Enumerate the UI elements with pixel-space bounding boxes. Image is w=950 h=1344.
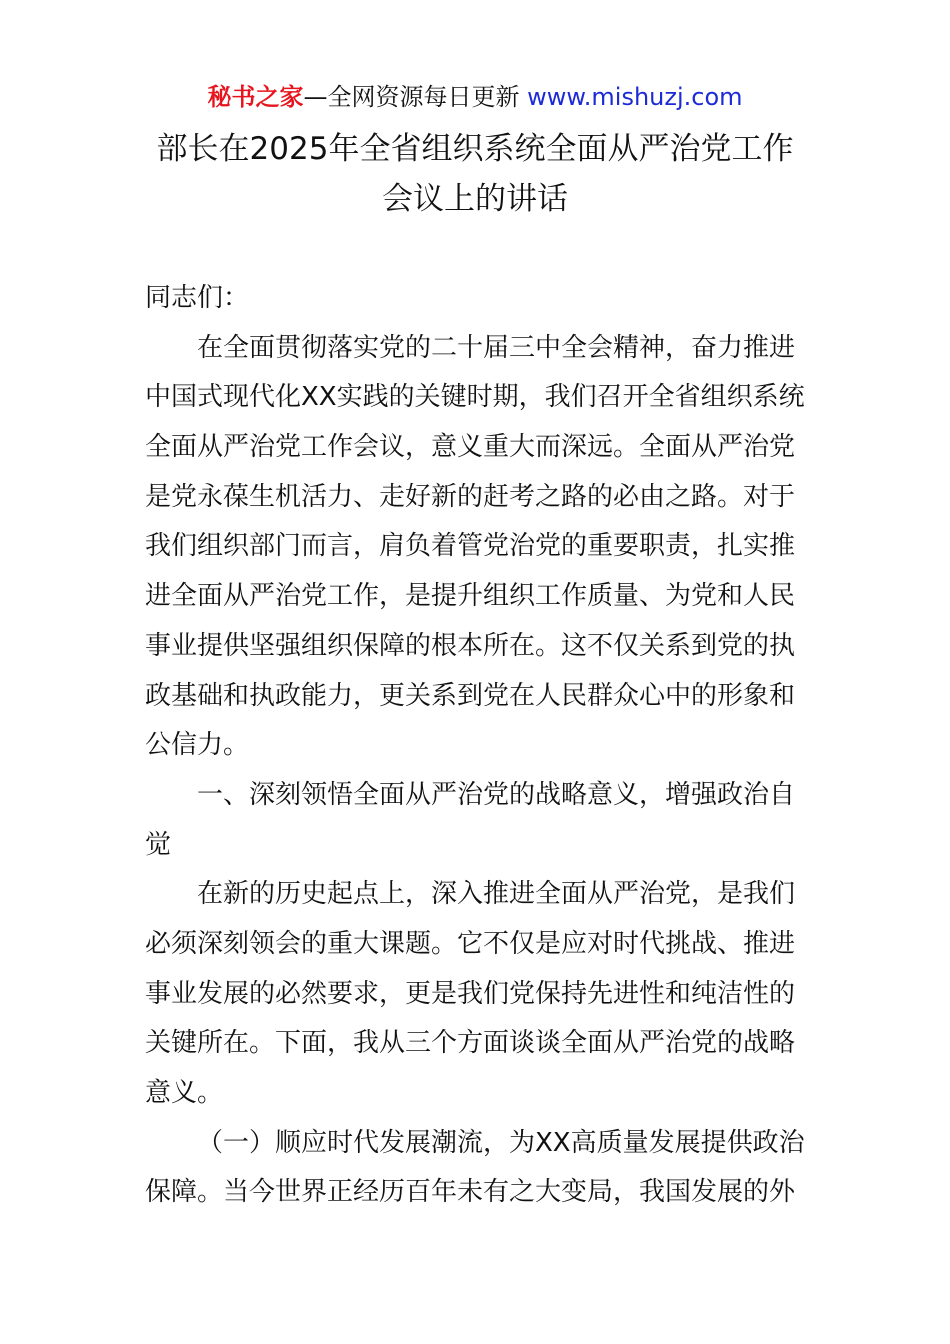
paragraph-1 [145, 324, 810, 771]
paragraph-line: 政基础和执政能力，更关系到党在人民群众心中的形象和 [145, 680, 796, 711]
paragraph-line: 事业提供坚强组织保障的根本所在。这不仅关系到党的执 [145, 630, 796, 661]
salutation: 同志们： [145, 283, 250, 313]
paragraph-line: 事业发展的必然要求，更是我们党保持先进性和纯洁性的 [145, 978, 796, 1009]
paragraph-2 [145, 870, 810, 1118]
brand-name: 秘书之家 [207, 83, 304, 111]
paragraph-line: 公信力。 [145, 730, 250, 761]
paragraph-line: 意义。 [145, 1078, 224, 1108]
paragraph-line: 中国式现代化XX实践的关键时期，我们召开全省组织系统 [145, 382, 805, 413]
document-body [145, 274, 810, 1218]
paragraph-line: 我们组织部门而言，肩负着管党治党的重要职责，扎实推 [145, 531, 796, 562]
section-1-heading [145, 771, 810, 870]
title-line-2: 会议上的讲话 [382, 181, 568, 217]
header-tagline: —全网资源每日更新 [303, 83, 528, 111]
paragraph-line: （一）顺应时代发展潮流，为XX高质量发展提供政治 [197, 1127, 805, 1158]
paragraph-line: 在全面贯彻落实党的二十届三中全会精神，奋力推进 [197, 332, 796, 363]
heading-line: 觉 [145, 829, 172, 860]
document-title [120, 124, 830, 224]
paragraph-3 [145, 1119, 810, 1218]
paragraph-line: 是党永葆生机活力、走好新的赶考之路的必由之路。对于 [145, 481, 796, 512]
paragraph-line: 进全面从严治党工作，是提升组织工作质量、为党和人民 [145, 581, 796, 612]
paragraph-line: 在新的历史起点上，深入推进全面从严治党，是我们 [197, 879, 796, 910]
site-header [0, 82, 950, 112]
title-line-1: 部长在2025年全省组织系统全面从严治党工作 [156, 131, 794, 167]
paragraph-line: 关键所在。下面，我从三个方面谈谈全面从严治党的战略 [145, 1028, 796, 1059]
paragraph-line: 全面从严治党工作会议，意义重大而深远。全面从严治党 [145, 432, 796, 463]
paragraph-line: 保障。当今世界正经历百年未有之大变局，我国发展的外 [145, 1177, 796, 1208]
site-url-link[interactable]: www.mishuzj.com [527, 83, 743, 111]
heading-line: 一、深刻领悟全面从严治党的战略意义，增强政治自 [197, 779, 796, 810]
paragraph-line: 必须深刻领会的重大课题。它不仅是应对时代挑战、推进 [145, 928, 796, 959]
